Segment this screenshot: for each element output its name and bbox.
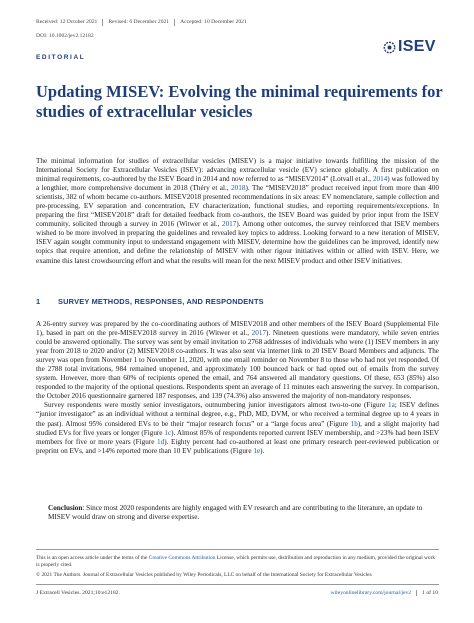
page-footer-right	[331, 590, 438, 596]
article-dates	[36, 19, 252, 26]
abstract	[36, 157, 439, 266]
footer-divider	[36, 549, 439, 550]
figure-link[interactable]: 1b	[350, 419, 358, 428]
section-title: SURVEY METHODS, RESPONSES, AND RESPONDENTS	[58, 297, 264, 306]
accepted-date: Accepted: 10 December 2021	[180, 19, 247, 25]
article-title: Updating MISEV: Evolving the minimal requirements for studies of extracellular vesicles	[36, 82, 443, 121]
citation-link[interactable]: 2014	[372, 175, 388, 184]
revised-date: Revised: 6 December 2021	[103, 19, 175, 26]
received-date: Received: 12 October 2021	[36, 19, 103, 26]
figure-link[interactable]: 1c	[164, 428, 172, 437]
section-body	[36, 320, 439, 456]
conclusion-label: Conclusion	[48, 504, 83, 512]
bottom-divider	[36, 584, 439, 585]
license-note: This is an open access article under the terms of the Creative Commons Attribution License, which permits use, distribution and reproduction in any medium, provided the original work is properly cited.	[36, 555, 436, 568]
journal-citation: J Extracell Vesicles. 2021;10:e12182.	[36, 590, 120, 596]
conclusion-text: : Since most 2020 respondents are highly engaged with EV research and are contributing to the literature, an update to MISEV would draw on strong and diverse expertise.	[48, 504, 423, 522]
section-number: 1	[36, 297, 41, 306]
page-number: 1 of 10	[422, 590, 438, 596]
citation-link[interactable]: 2018	[231, 184, 246, 193]
article-type-label: EDITORIAL	[36, 54, 86, 61]
conclusion-box	[48, 504, 423, 522]
body-paragraph: A 26-entry survey was prepared by the co-coordinating authors of MISEV2018 and other members of the ISEV Board (Supplemental File 1), based in part on the pre-MISEV2018 survey in 2016 (Witwer et al., 2017). Nineteen questions were mandatory, while seven entries could be answered optionally. The survey was sent by email invitation to 2768 addresses of individuals who were (1) ISEV members in any year from 2018 to 2020 and/or (2) MISEV2018 co-authors. It was also sent via internet link to 20 ISEV Board Members and adjuncts. The survey was open from November 1 to November 11, 2020, with one email reminder on November 8 to those who had not yet responded. Of the 2788 total invitations, 984 remained unopened, and approximately 100 bounced back or had opted out of emails from the survey system. However, more than 60% of recipients opened the email, and 764 answered all mandatory questions. Of these, 653 (85%) also responded to the majority of the optional questions. Respondents spent an average of 11 minutes each answering the survey. In comparison, the October 2016 questionnaire garnered 187 responses, and 139 (74.3%) also answered the majority of non-mandatory responses.	[36, 320, 439, 401]
copyright-note: © 2021 The Authors. Journal of Extracellular Vesicles published by Wiley Periodicals, LLC on behalf of the International Society for Extracellular Vesicles	[36, 572, 372, 578]
citation-link[interactable]: 2017	[251, 329, 267, 338]
figure-link[interactable]: 1d	[157, 437, 165, 446]
figure-link[interactable]: 1a	[387, 401, 395, 410]
abstract-paragraph: The minimal information for studies of extracellular vesicles (MISEV) is a major initiative towards fulfilling the mission of the International Society for Extracellular Vesicles (ISEV): advancing extracellular vesicle (EV) science globally. A first publication on minimal requirements, co-authored by the ISEV Board in 2014 and now referred to as “MISEV2014” (Lotvall et al., 2014) was followed by a lengthier, more comprehensive document in 2018 (Théry et al., 2018). The “MISEV2018” product received input from more than 400 scientists, 382 of whom became co-authors. MISEV2018 presented recommendations in six areas: EV nomenclature, sample collection and pre-processing, EV separation and concentration, EV characterization, functional studies, and reporting requirements/exceptions. In preparing the first “MISEV2018” draft for detailed feedback from co-authors, the ISEV Board was guided by prior input from the ISEV community, solicited through a survey in 2016 (Witwer et al., 2017). Among other outcomes, the survey reinforced that ISEV members wished to be more involved in preparing the guidelines and revealed key topics to address. Looking forward to a new iteration of MISEV, ISEV again sought community input to understand engagement with MISEV, determine how the guidelines can be improved, identify new topics that require attention, and define the relationship of MISEV with other rigour initiatives within or allied with ISEV. Here, we examine this latest crowdsourcing effort and what the results will mean for the next MISEV product and other ISEV initiatives.	[36, 157, 439, 265]
doi-line: DOI: 10.1002/jev2.12182	[36, 33, 94, 39]
citation-link[interactable]: 2017	[221, 220, 237, 229]
body-paragraph: Survey respondents were mostly senior investigators, outnumbering junior investigators almost two-to-one (Figure 1a; ISEV defines “junior investigator” as an individual without a terminal degree, e.g., PhD, MD, DVM, or who received a terminal degree up to 4 years in the past). Almost 95% considered EVs to be their “major research focus” or a “large focus area” (Figure 1b), and a slight majority had studied EVs for five years or longer (Figure 1c). Almost 85% of respondents reported current ISEV membership, and >23% had been ISEV members for five or more years (Figure 1d). Eighty percent had co-authored at least one primary research peer-reviewed publication or preprint on EVs, and >14% reported more than 10 EV publications (Figure 1e).	[36, 401, 439, 455]
section-heading	[36, 297, 264, 306]
isev-logo-text: ISEV	[398, 38, 436, 55]
license-link[interactable]: Creative Commons Attribution	[148, 555, 216, 561]
figure-link[interactable]: 1e	[253, 446, 261, 455]
isev-logo	[383, 38, 436, 56]
journal-url-link[interactable]: wileyonlinelibrary.com/journal/jev2	[331, 590, 418, 596]
isev-logo-icon	[383, 41, 396, 54]
